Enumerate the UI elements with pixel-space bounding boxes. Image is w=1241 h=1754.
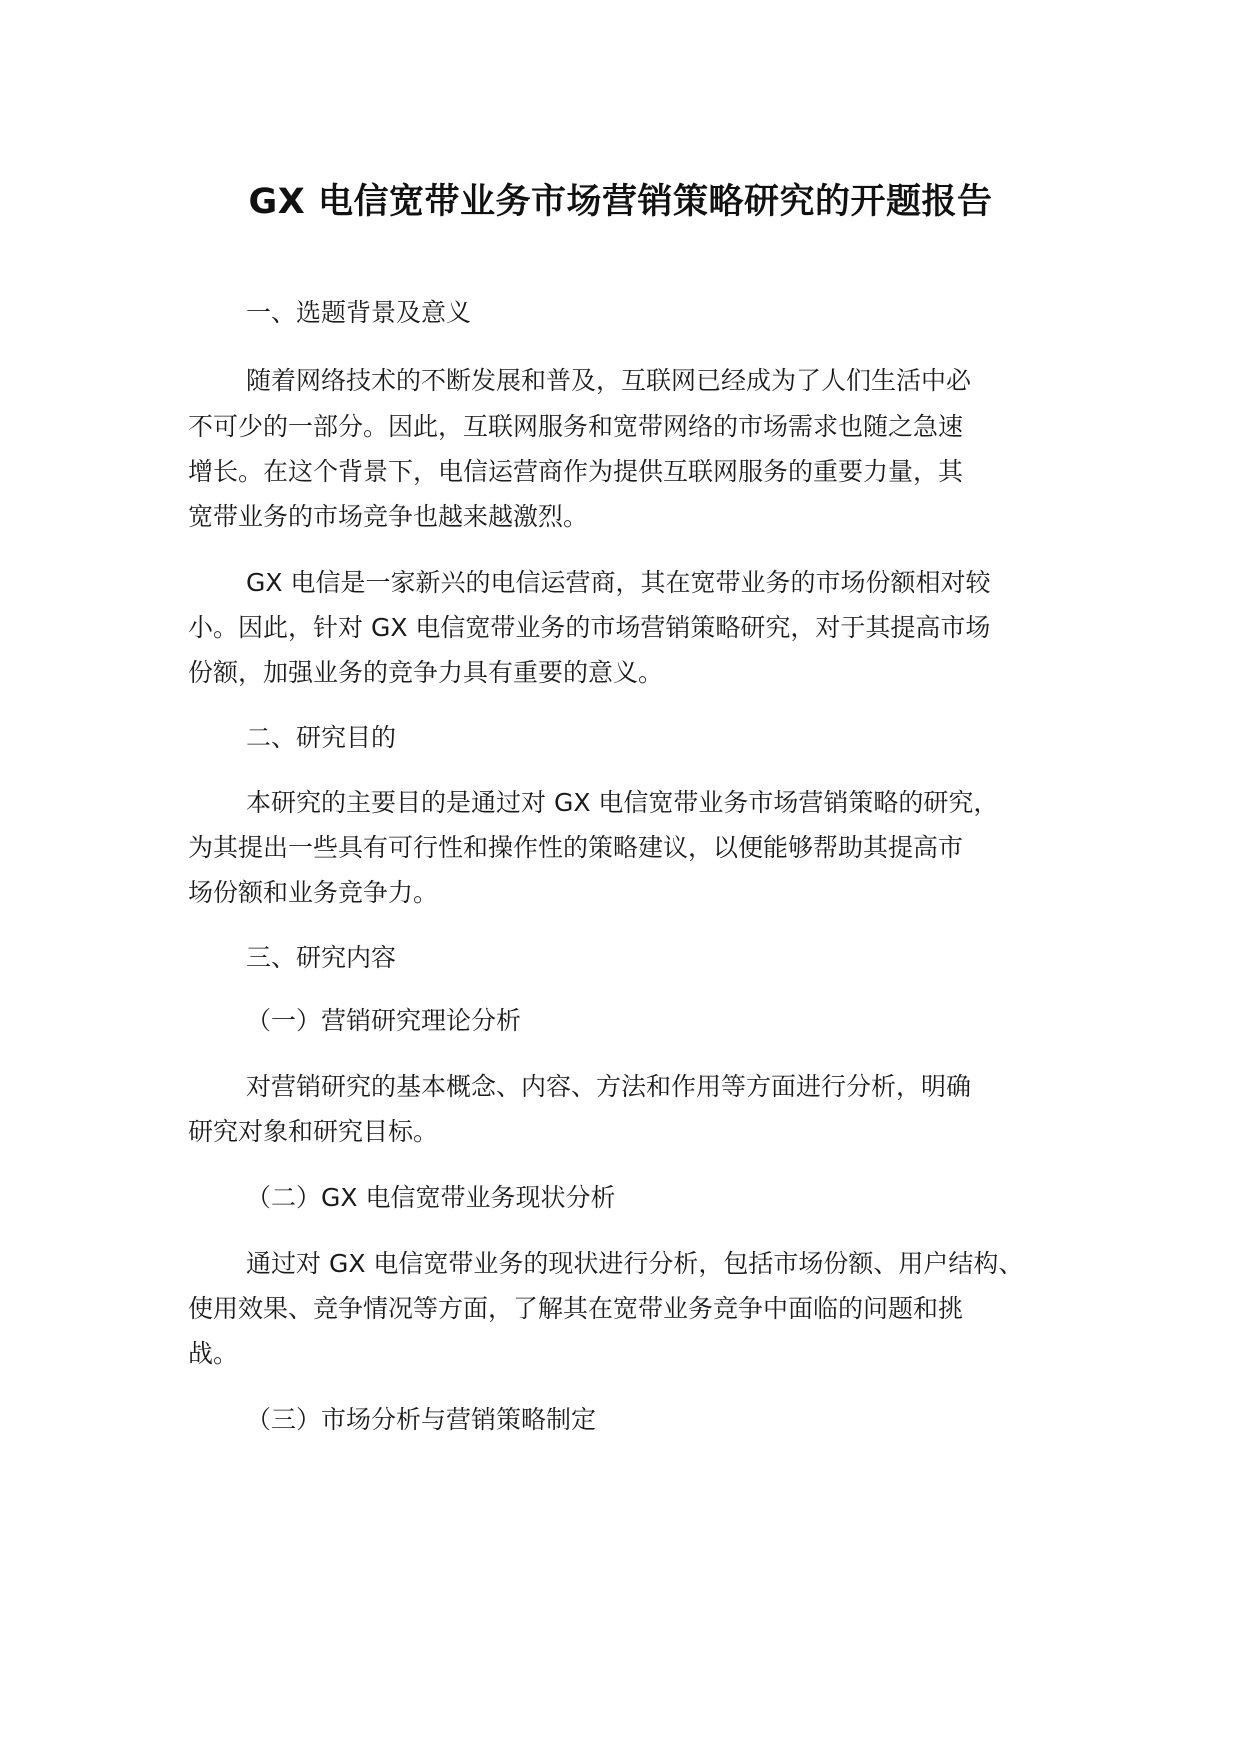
paragraph-line: 不可少的一部分。因此，互联网服务和宽带网络的市场需求也随之急速 [188,412,964,441]
paragraph-line: 为其提出一些具有可行性和操作性的策略建议，以便能够帮助其提高市 [188,833,964,862]
section-heading-2: 二、研究目的 [246,723,397,752]
subsection-heading-3: （三）市场分析与营销策略制定 [246,1405,597,1434]
paragraph-line: GX 电信是一家新兴的电信运营商，其在宽带业务的市场份额相对较 [246,568,991,597]
paragraph-line: 本研究的主要目的是通过对 GX 电信宽带业务市场营销策略的研究， [246,788,999,817]
paragraph-line: 份额，加强业务的竞争力具有重要的意义。 [188,658,664,687]
paragraph-line: 增长。在这个背景下，电信运营商作为提供互联网服务的重要力量，其 [188,457,964,486]
paragraph-line: 通过对 GX 电信宽带业务的现状进行分析，包括市场份额、用户结构、 [246,1249,1024,1278]
section-heading-1: 一、选题背景及意义 [246,298,472,327]
paragraph-line: 宽带业务的市场竞争也越来越激烈。 [188,502,589,531]
paragraph-line: 使用效果、竞争情况等方面，了解其在宽带业务竞争中面临的问题和挑 [188,1294,964,1323]
section-heading-3: 三、研究内容 [246,943,397,972]
subsection-heading-1: （一）营销研究理论分析 [246,1006,522,1035]
paragraph-line: 场份额和业务竞争力。 [188,878,439,907]
paragraph-line: 随着网络技术的不断发展和普及，互联网已经成为了人们生活中必 [246,366,972,395]
subsection-heading-2: （二）GX 电信宽带业务现状分析 [246,1183,616,1212]
paragraph-line: 研究对象和研究目标。 [188,1117,439,1146]
paragraph-line: 战。 [188,1339,239,1368]
paragraph-line: 对营销研究的基本概念、内容、方法和作用等方面进行分析，明确 [246,1072,972,1101]
paragraph-line: 小。因此，针对 GX 电信宽带业务的市场营销策略研究，对于其提高市场 [188,613,991,642]
document-title: GX 电信宽带业务市场营销策略研究的开题报告 [248,182,993,222]
